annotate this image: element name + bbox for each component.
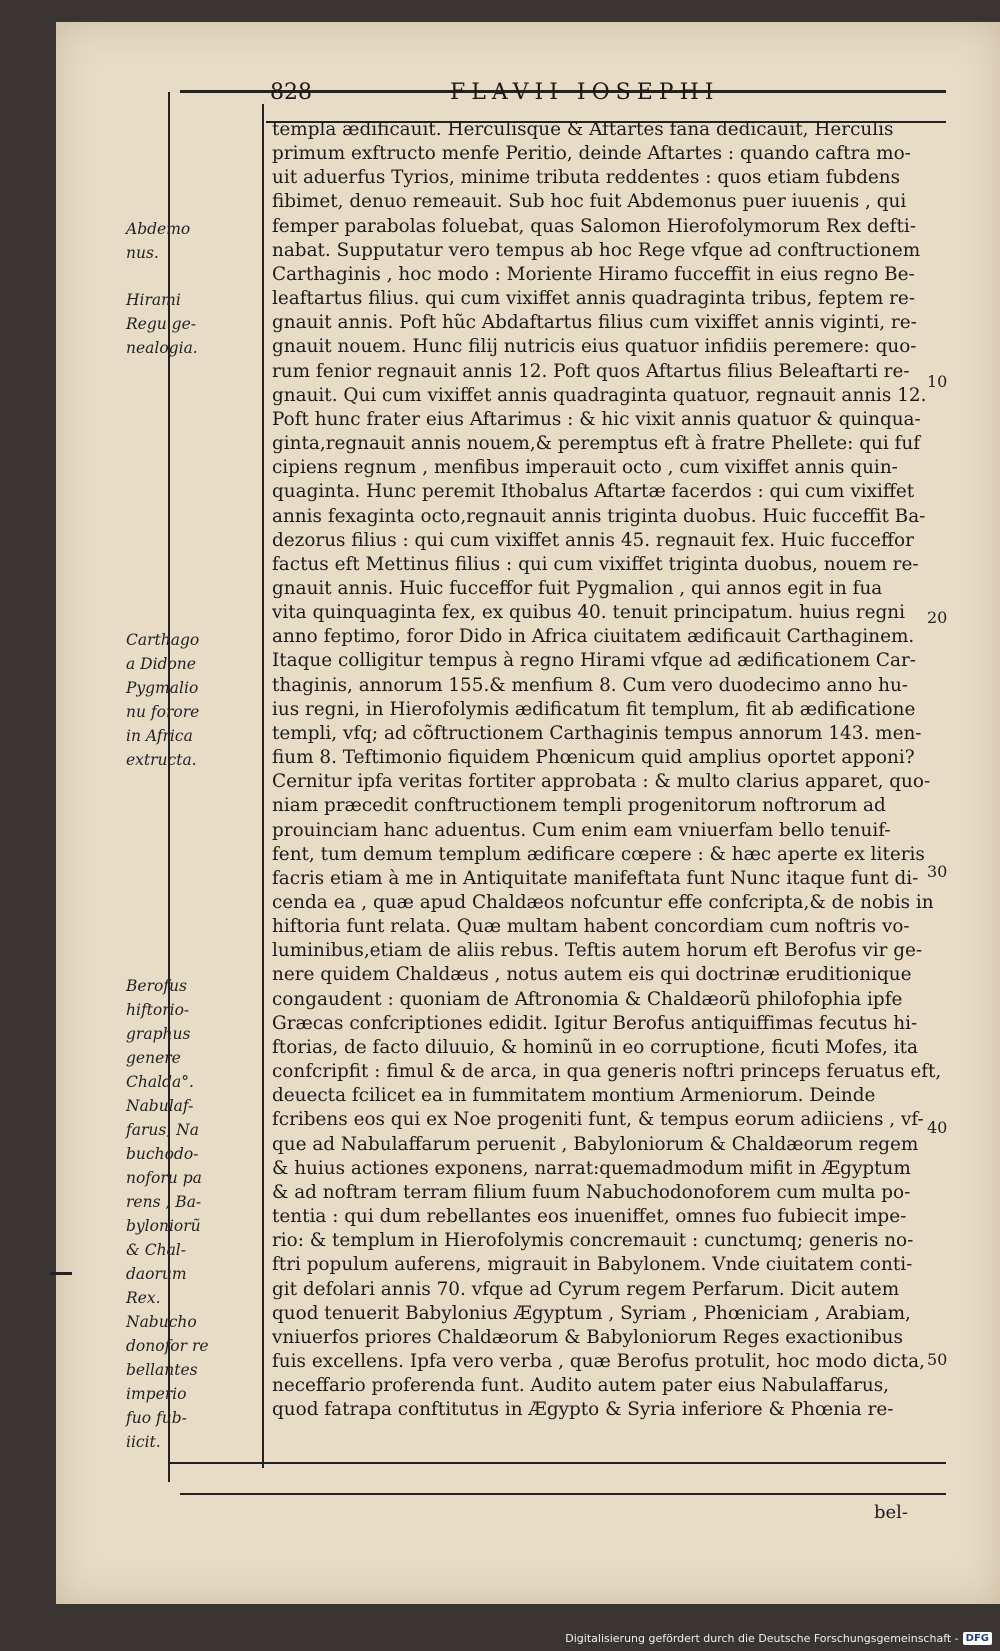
margin-note-line: byloniorũ [126,1217,201,1235]
text-line: prouinciam hanc aduentus. Cum enim eam vniuerfam bello tenuif- [272,819,891,841]
margin-note [126,288,266,360]
margin-note-line: Nabucho [126,1313,197,1331]
text-line: ftorias, de facto diluuio, & hominũ in eo corruptione, ficuti Mofes, ita [272,1036,918,1058]
line-number: 50 [927,1350,948,1369]
margin-note-line: buchodo- [126,1145,199,1163]
digitization-credit [565,1632,992,1645]
text-line: niam præcedit conftructionem templi progenitorum noftrorum ad [272,795,886,817]
text-line: fcribens eos qui ex Noe progeniti funt, & tempus eorum adiiciens , vf- [272,1109,924,1131]
margin-note-line: graphus [126,1025,191,1043]
page-header [270,78,944,108]
margin-note-line: Regu ge- [126,315,197,333]
text-line: thaginis, annorum 155.& menfium 8. Cum vero duodecimo anno hu- [272,674,909,696]
margin-note-line: rens , Ba- [126,1193,202,1211]
margin-note-line: Abdemo [126,220,191,238]
margin-note-line: daorum [126,1265,187,1283]
bottom-rule [168,1462,946,1464]
margin-note-line: Berofus [126,977,187,995]
text-line: congaudent : quoniam de Aftronomia & Chaldæorũ philofophia ipfe [272,988,903,1010]
credit-text: Digitalisierung gefördert durch die Deutsche Forschungsgemeinschaft - [565,1632,959,1645]
margin-note-line: Chalda°. [126,1073,194,1091]
margin-note-line: nus. [126,244,159,262]
margin-note-line: iicit. [126,1433,161,1451]
text-line: primum exftructo menfe Peritio, deinde Aftartes : quando caftra mo- [272,143,911,165]
margin-note-line: Rex. [126,1289,161,1307]
text-line: ius regni, in Hierofolymis ædificatum fit templum, fit ab ædificatione [272,698,916,720]
page-number: 828 [270,80,312,105]
text-line: Poft hunc frater eius Aftarimus : & hic vixit annis quatuor & quinqua- [272,408,921,430]
text-line: ginta,regnauit annis nouem,& peremptus eft à fratre Phellete: qui fuf [272,433,921,455]
text-line: ftri populum auferens, migrauit in Babylonem. Vnde ciuitatem conti- [272,1254,913,1276]
text-line: cipiens regnum , menfibus imperauit octo , cum vixiffet annis quin- [272,457,898,479]
text-line: quod fatrapa conftitutus in Ægypto & Syria inferiore & Phœnia re- [272,1399,894,1421]
line-number: 30 [927,862,948,881]
text-line: fuis excellens. Ipfa vero verba , quæ Berofus protulit, hoc modo dicta, [272,1350,925,1372]
text-line: Cernitur ipfa veritas fortiter approbata : & multo clarius apparet, quo- [272,771,931,793]
text-line: facris etiam à me in Antiquitate manifeftata funt Nunc itaque funt di- [272,867,919,889]
margin-note-line: Pygmalio [126,679,199,697]
text-line: anno feptimo, foror Dido in Africa ciuitatem ædificauit Carthaginem. [272,626,915,648]
text-line: gnauit nouem. Hunc filij nutricis eius quatuor infidiis peremere: quo- [272,336,917,358]
margin-note [126,217,266,265]
text-line: gnauit. Qui cum vixiffet annis quadraginta quatuor, regnauit annis 12. [272,384,927,406]
text-line: git defolari annis 70. vfque ad Cyrum regem Perfarum. Dicit autem [272,1278,900,1300]
text-line: fium 8. Teftimonio fiquidem Phœnicum quid amplius oportet apponi? [272,747,915,769]
text-line: rum fenior regnauit annis 12. Poft quos Aftartus filius Beleaftarti re- [272,360,910,382]
margin-note-line: Carthago [126,631,200,649]
text-line: & huius actiones exponens, narrat:quemadmodum mifit in Ægyptum [272,1157,911,1179]
text-line: que ad Nabulaffarum peruenit , Babyloniorum & Chaldæorum regem [272,1133,919,1155]
margin-note-line: fuo fub- [126,1409,187,1427]
ink-mark [50,1272,72,1275]
margin-note-line: donofor re [126,1337,209,1355]
text-line: cenda ea , quæ apud Chaldæos nofcuntur effe confcripta,& de nobis in [272,892,934,913]
margin-note-line: extructa. [126,751,197,769]
running-title: FLAVII IOSEPHI [450,80,720,105]
text-line: quod tenuerit Babylonius Ægyptum , Syriam , Phœniciam , Arabiam, [272,1302,911,1324]
text-line: confcripfit : fimul & de arca, in qua generis noftri princeps feruatus eft, [272,1061,942,1083]
text-line: tentia : qui dum rebellantes eos inueniffet, omnes fuo fubiecit impe- [272,1206,907,1228]
text-line: annis fexaginta octo,regnauit annis triginta duobus. Huic fucceffit Ba- [272,505,926,527]
margin-note-line: genere [126,1049,181,1067]
margin-note-line: nealogia. [126,339,198,357]
line-number: 40 [927,1118,948,1137]
text-line: vniuerfos priores Chaldæorum & Babyloniorum Reges exactionibus [272,1326,903,1348]
text-line: dezorus filius : qui cum vixiffet annis 45. regnauit fex. Huic fucceffor [272,529,914,551]
line-number: 10 [927,372,948,391]
text-line: nere quidem Chaldæus , notus autem eis qui doctrinæ eruditionique [272,964,912,986]
margin-note-line: nu forore [126,703,200,721]
margin-note-line: Nabulaf- [126,1097,194,1115]
dfg-logo: DFG [963,1632,992,1645]
text-line: neceffario proferenda funt. Audito autem pater eius Nabulaffarus, [272,1375,890,1397]
text-line: Carthaginis , hoc modo : Moriente Hiramo fucceffit in eius regno Be- [272,263,915,285]
text-line: Græcas confcriptiones edidit. Igitur Berofus antiquiffimas fecutus hi- [272,1012,918,1034]
text-line: & ad noftram terram filium fuum Nabuchodonoforem cum multa po- [272,1181,911,1203]
margin-note-line: noforu pa [126,1169,202,1187]
footer-rule [180,1493,946,1495]
text-line: factus eft Mettinus filius : qui cum vixiffet triginta duobus, nouem re- [272,553,919,575]
text-line: uit aduerfus Tyrios, minime tributa reddentes : quos etiam fubdens [272,167,901,189]
margin-note-line: & Chal- [126,1241,187,1259]
text-line: fibimet, denuo remeauit. Sub hoc fuit Abdemonus puer iuuenis , qui [272,191,907,213]
catchword: bel- [874,1502,909,1523]
text-line: quaginta. Hunc peremit Ithobalus Aftartæ facerdos : qui cum vixiffet [272,481,915,503]
text-line: templi, vfq; ad cõftructionem Carthaginis tempus annorum 143. men- [272,722,922,744]
text-line: luminibus,etiam de aliis rebus. Teftis autem horum eft Berofus vir ge- [272,940,923,962]
text-line: deuecta fcilicet ea in fummitatem montium Armeniorum. Deinde [272,1085,876,1107]
text-line: Itaque colligitur tempus à regno Hirami vfque ad ædificationem Car- [272,650,916,672]
line-number: 20 [927,608,948,627]
text-line: gnauit annis. Poft hũc Abdaftartus filius cum vixiffet annis viginti, re- [272,312,917,334]
margin-note-line: Hirami [126,291,181,309]
margin-note-line: farus, Na [126,1121,199,1139]
margin-note-line: imperio [126,1385,187,1403]
text-line: fent, tum demum templum ædificare cœpere : & hæc aperte ex literis [272,843,925,865]
margin-note-line: in Africa [126,727,193,745]
text-line: templa ædificauit. Herculisque & Aftartes fana dedicauit, Herculis [272,119,894,140]
text-line: gnauit annis. Huic fucceffor fuit Pygmalion , qui annos egit in fua [272,577,883,599]
text-line: femper parabolas foluebat, quas Salomon Hierofolymorum Rex defti- [272,215,916,237]
body-text [272,118,948,1422]
text-line: rio: & templum in Hierofolymis concremauit : cunctumq; generis no- [272,1230,914,1252]
text-line: vita quinquaginta fex, ex quibus 40. tenuit principatum. huius regni [272,602,905,624]
text-line: leaftartus filius. qui cum vixiffet annis quadraginta tribus, feptem re- [272,288,916,310]
text-line: nabat. Supputatur vero tempus ab hoc Rege vfque ad conftructionem [272,239,921,261]
margin-note [126,628,266,772]
margin-note [126,974,266,1454]
margin-note-line: hiftorio- [126,1001,190,1019]
margin-note-line: a Didone [126,655,196,673]
margin-note-line: bellantes [126,1361,198,1379]
text-line: hiftoria funt relata. Quæ multam habent concordiam cum noftris vo- [272,916,910,938]
